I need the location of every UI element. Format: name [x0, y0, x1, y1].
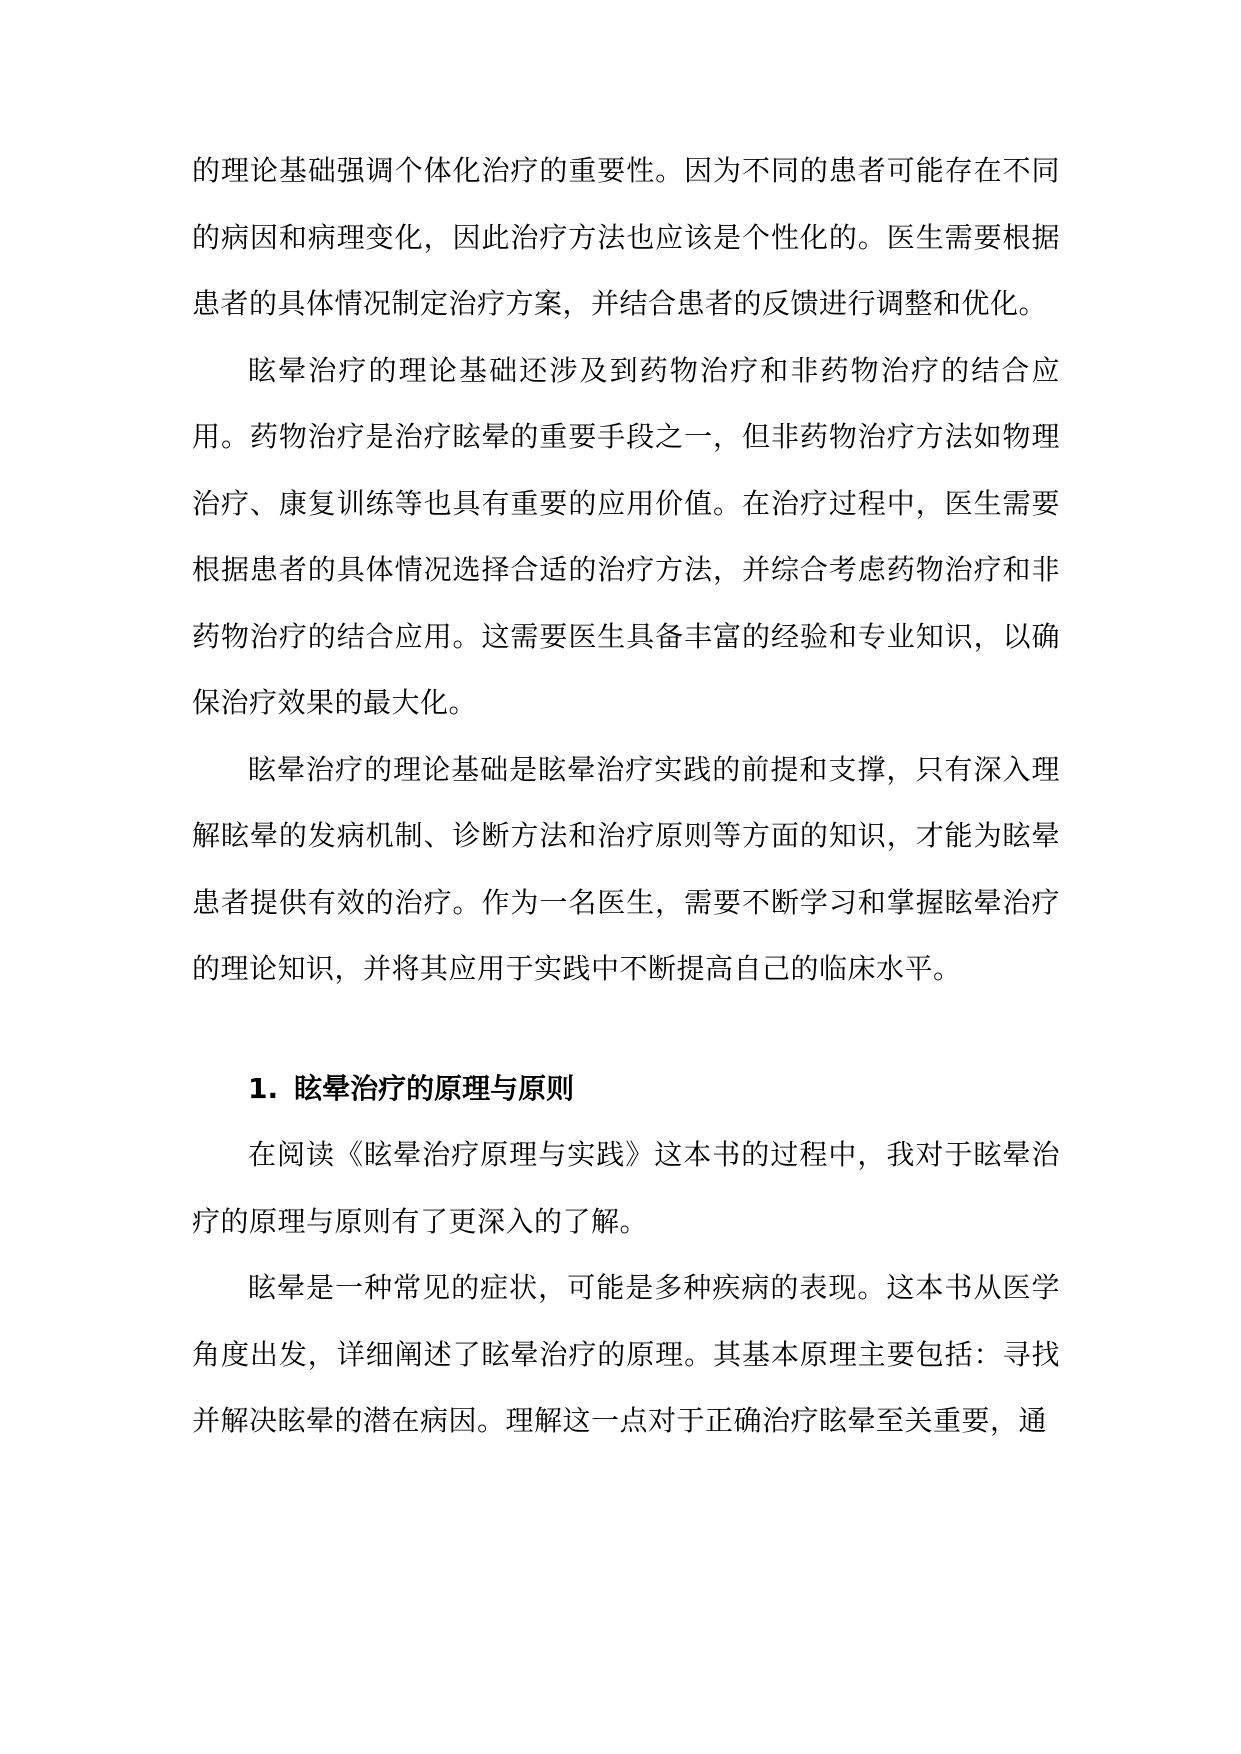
section-heading [192, 1056, 1060, 1123]
paragraph-1: 的理论基础强调个体化治疗的重要性。因为不同的患者可能存在不同的病因和病理变化，因此治疗方法也应该是个性化的。医生需要根据患者的具体情况制定治疗方案，并结合患者的反馈进行调整和优化。 [192, 154, 1060, 320]
paragraph-5: 眩晕是一种常见的症状，可能是多种疾病的表现。这本书从医学角度出发，详细阐述了眩晕治疗的原理。其基本原理主要包括：寻找并解决眩晕的潜在病因。理解这一点对于正确治疗眩晕至关重要，通 [192, 1271, 1060, 1437]
paragraph-4: 在阅读《眩晕治疗原理与实践》这本书的过程中，我对于眩晕治疗的原理与原则有了更深入的了解。 [192, 1138, 1060, 1238]
paragraph-3: 眩晕治疗的理论基础是眩晕治疗实践的前提和支撑，只有深入理解眩晕的发病机制、诊断方法和治疗原则等方面的知识，才能为眩晕患者提供有效的治疗。作为一名医生，需要不断学习和掌握眩晕治疗的理论知识，并将其应用于实践中不断提高自己的临床水平。 [192, 752, 1060, 985]
document-page [192, 138, 1060, 1455]
section-number: 1. [248, 1071, 279, 1105]
section-title: 眩晕治疗的原理与原则 [294, 1071, 575, 1105]
paragraph-2: 眩晕治疗的理论基础还涉及到药物治疗和非药物治疗的结合应用。药物治疗是治疗眩晕的重要手段之一，但非药物治疗方法如物理治疗、康复训练等也具有重要的应用价值。在治疗过程中，医生需要根据患者的具体情况选择合适的治疗方法，并综合考虑药物治疗和非药物治疗的结合应用。这需要医生具备丰富的经验和专业知识，以确保治疗效果的最大化。 [192, 353, 1060, 719]
